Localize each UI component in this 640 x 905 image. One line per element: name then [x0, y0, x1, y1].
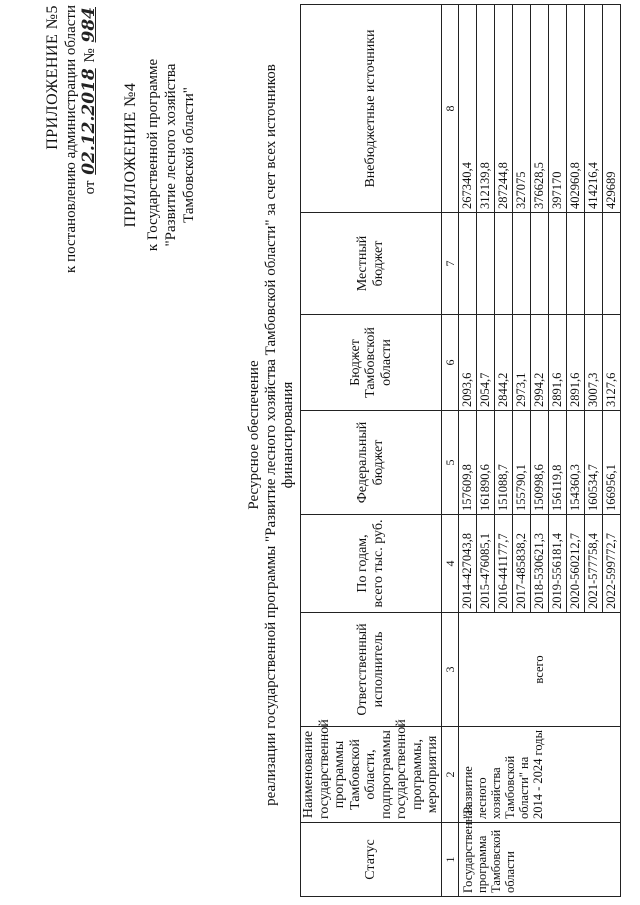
year-total-cell: 2017-485838,2 — [512, 515, 530, 613]
extra-cell: 312139,8 — [476, 5, 494, 213]
year-total-cell: 2020-560212,7 — [566, 515, 584, 613]
handwritten-date: 02.12.2018 — [79, 68, 99, 175]
federal-cell: 150998,6 — [530, 411, 548, 515]
regional-cell: 2891,6 — [566, 315, 584, 411]
column-number: 1 — [441, 823, 458, 897]
status-cell: Государственная программа Тамбовской области — [458, 823, 620, 897]
col-header-local: Местный бюджет — [301, 213, 442, 315]
resource-table — [300, 4, 621, 897]
extra-cell: 429689 — [602, 5, 620, 213]
executor-cell: всего — [458, 613, 620, 727]
appendix-4-title: ПРИЛОЖЕНИЕ №4 — [122, 82, 139, 228]
column-number: 8 — [441, 5, 458, 213]
heading-line-1: Ресурсное обеспечение — [246, 360, 262, 510]
extra-cell: 376628,5 — [530, 5, 548, 213]
extra-cell: 397170 — [548, 5, 566, 213]
local-cell — [548, 213, 566, 315]
column-number-row — [441, 5, 458, 897]
col-header-status: Статус — [301, 823, 442, 897]
year-total-cell: 2019-556181,4 — [548, 515, 566, 613]
col-header-year-total: По годам, всего тыс. руб. — [301, 515, 442, 613]
year-total-cell: 2022-599772,7 — [602, 515, 620, 613]
resource-table-wrapper — [300, 5, 621, 897]
federal-cell: 166956,1 — [602, 411, 620, 515]
column-number: 7 — [441, 213, 458, 315]
local-cell — [512, 213, 530, 315]
federal-cell: 155790,1 — [512, 411, 530, 515]
column-number: 6 — [441, 315, 458, 411]
extra-cell: 414216,4 — [584, 5, 602, 213]
col-header-regional: Бюджет Тамбовской области — [301, 315, 442, 411]
extra-cell: 402960,8 — [566, 5, 584, 213]
col-header-extra: Внебюджетные источники — [301, 5, 442, 213]
appendix-4-line-3: Тамбовской области" — [181, 87, 197, 223]
appendix-4-block — [122, 5, 198, 305]
regional-cell: 3007,3 — [584, 315, 602, 411]
appendix-5-line: к постановлению администрации области — [63, 5, 79, 273]
column-number: 4 — [441, 515, 458, 613]
column-number: 5 — [441, 411, 458, 515]
local-cell — [566, 213, 584, 315]
local-cell — [530, 213, 548, 315]
date-prefix: от — [82, 180, 98, 195]
table-row — [458, 5, 476, 897]
number-prefix: № — [82, 48, 98, 63]
heading-line-2: реализации государственной программы "Развитие лесного хозяйства Тамбовской области" за счет всех источников — [263, 64, 279, 806]
regional-cell: 2844,2 — [494, 315, 512, 411]
local-cell — [494, 213, 512, 315]
federal-cell: 151088,7 — [494, 411, 512, 515]
extra-cell: 267340,4 — [458, 5, 476, 213]
col-header-federal: Федеральный бюджет — [301, 411, 442, 515]
regional-cell: 2973,1 — [512, 315, 530, 411]
document-heading — [246, 5, 297, 865]
year-total-cell: 2015-476085,1 — [476, 515, 494, 613]
federal-cell: 154360,3 — [566, 411, 584, 515]
local-cell — [476, 213, 494, 315]
year-total-cell: 2018-530621,3 — [530, 515, 548, 613]
regional-cell: 2054,7 — [476, 315, 494, 411]
local-cell — [602, 213, 620, 315]
federal-cell: 160534,7 — [584, 411, 602, 515]
year-total-cell: 2016-441177,7 — [494, 515, 512, 613]
col-header-executor: Ответственный исполнитель — [301, 613, 442, 727]
year-total-cell: 2014-427043,8 — [458, 515, 476, 613]
appendix-4-line-1: к Государственной программе — [145, 58, 161, 252]
table-header-row — [301, 5, 442, 897]
appendix-5-block — [44, 5, 99, 345]
regional-cell: 2891,6 — [548, 315, 566, 411]
regional-cell: 3127,6 — [602, 315, 620, 411]
extra-cell: 287244,8 — [494, 5, 512, 213]
federal-cell: 161890,6 — [476, 411, 494, 515]
column-number: 3 — [441, 613, 458, 727]
col-header-program-name: Наименование государственной программы Тамбовской области, подпрограммы государственной программы, мероприятия — [301, 727, 442, 823]
federal-cell: 157609,8 — [458, 411, 476, 515]
regional-cell: 2093,6 — [458, 315, 476, 411]
heading-line-3: финансирования — [280, 381, 296, 489]
column-number: 2 — [441, 727, 458, 823]
handwritten-number: 984 — [79, 7, 99, 43]
federal-cell: 156119,8 — [548, 411, 566, 515]
appendix-5-date-line — [80, 5, 99, 345]
program-name-cell: "Развитие лесного хозяйства Тамбовской области" на 2014 - 2024 годы — [458, 727, 620, 823]
local-cell — [584, 213, 602, 315]
appendix-4-line-2: "Развитие лесного хозяйства — [163, 63, 179, 247]
local-cell — [458, 213, 476, 315]
regional-cell: 2994,2 — [530, 315, 548, 411]
year-total-cell: 2021-577758,4 — [584, 515, 602, 613]
appendix-5-title: ПРИЛОЖЕНИЕ №5 — [44, 5, 61, 150]
extra-cell: 327075 — [512, 5, 530, 213]
